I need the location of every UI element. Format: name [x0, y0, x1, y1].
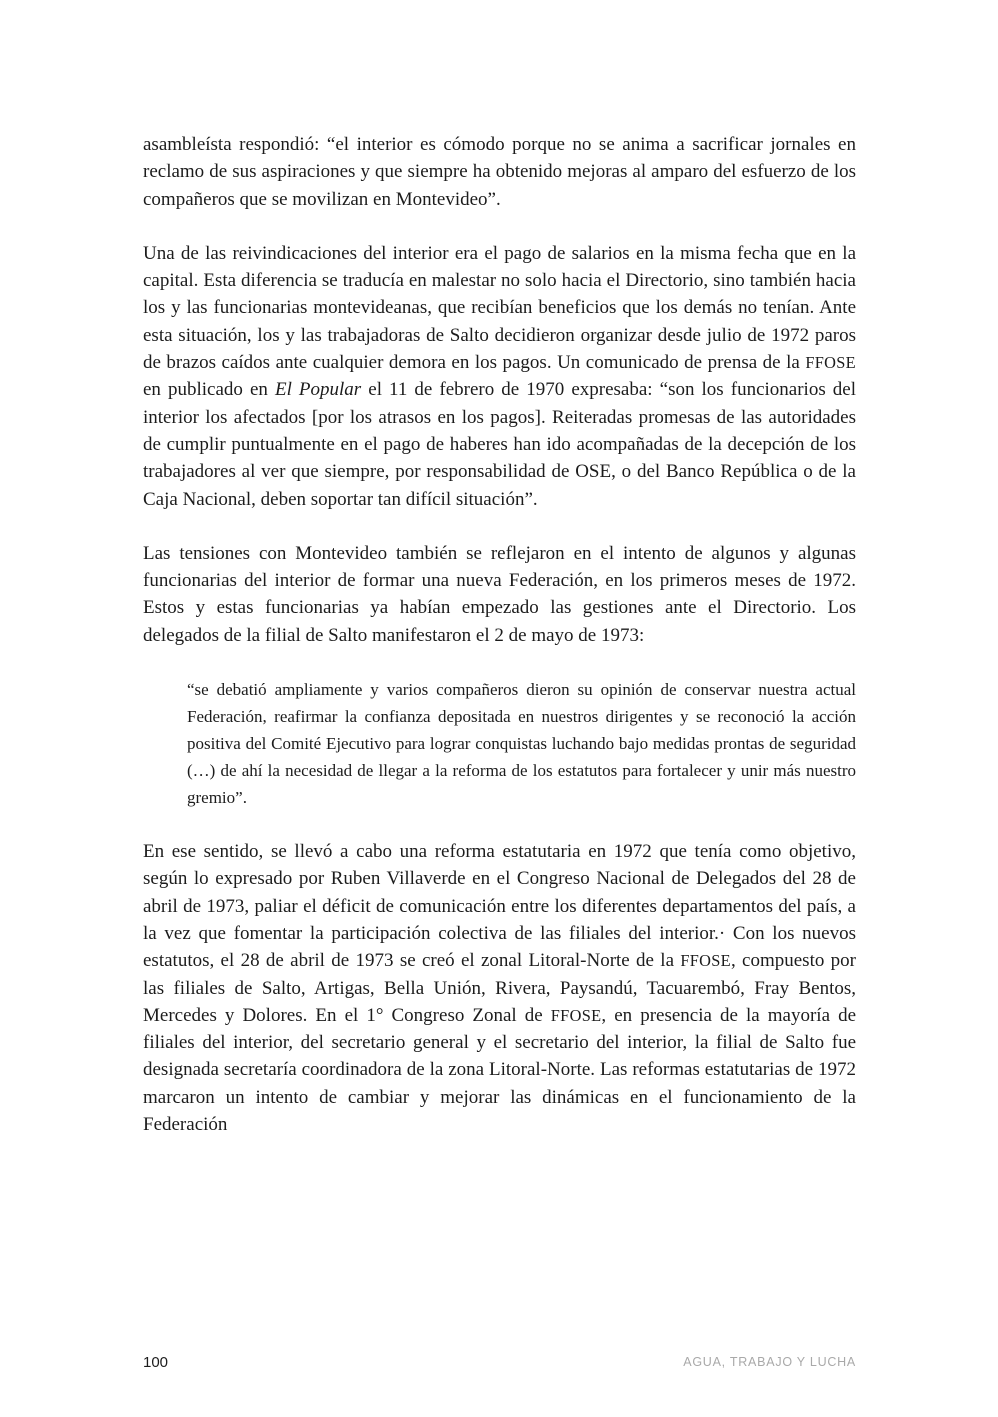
paragraph-4-text-a: En ese sentido, se llevó a cabo una reforma estatutaria en 1972 que tenía como objetivo, según lo expresado por Ruben Villaverde en el Congreso Nacional de Delegados del 28 de abril de 1973, paliar el déficit de comunicación entre los diferentes departamentos del país, a la vez que fomentar la participación colectiva de las filiales del interior.· Con los nuevos estatutos, el 28 de abril de 1973 se creó el zonal Litoral-Norte de la — [143, 841, 856, 972]
paragraph-1 — [143, 131, 856, 213]
ffose-acronym: FFOSE — [805, 353, 856, 373]
paragraph-3-text: Las tensiones con Montevideo también se reflejaron en el intento de algunos y algunas funcionarias del interior de formar una nueva Federación, en los primeros meses de 1972. Estos y estas funcionarias ya habían empezado las gestiones ante el Directorio. Los delegados de la filial de Salto manifestaron el 2 de mayo de 1973: — [143, 542, 856, 646]
ffose-acronym: FFOSE — [680, 951, 731, 971]
paragraph-2-text-b: en publicado en — [143, 379, 275, 401]
newspaper-title: El Popular — [274, 379, 362, 401]
ffose-acronym: FFOSE — [550, 1005, 602, 1025]
paragraph-1-text: asambleísta respondió: “el interior es cómodo porque no se anima a sacrificar jornales en reclamo de sus aspiraciones y que siempre ha obtenido mejoras al amparo del esfuerzo de los compañeros que se movilizan en Montevideo”. — [143, 134, 856, 210]
paragraph-3 — [143, 540, 856, 649]
paragraph-4 — [143, 838, 856, 1138]
block-quote-text: “se debatió ampliamente y varios compañeros dieron su opinión de conservar nuestra actual Federación, reafirmar la confianza depositada en nuestros dirigentes y se reconoció la acción positiva del Comité Ejecutivo para lograr conquistas luchando bajo medidas prontas de seguridad (…) de ahí la necesidad de llegar a la reforma de los estatutos para fortalecer y unir más nuestro gremio”. — [187, 680, 856, 808]
page-body — [143, 131, 856, 1165]
block-quote — [187, 676, 856, 811]
page-footer — [143, 1354, 856, 1376]
paragraph-4-text-b: , compuesto por las filiales de Salto, Artigas, Bella Unión, Rivera, Paysandú, Tacuarembó, Fray Bentos, Mercedes y Dolores. En el 1° Congreso Zonal de — [143, 950, 856, 1026]
paragraph-2 — [143, 240, 856, 513]
page-number: 100 — [143, 1354, 169, 1371]
paragraph-4-text-c: , en presencia de la mayoría de filiales del interior, del secretario general y el secretario del interior, la filial de Salto fue designada secretaría coordinadora de la zona Litoral-Norte. Las reformas estatutarias de 1972 marcaron un intento de cambiar y mejorar las dinámicas en el funcionamiento de la Federación — [143, 1004, 857, 1136]
running-title: AGUA, TRABAJO Y LUCHA — [683, 1355, 856, 1369]
paragraph-2-text-a: Una de las reivindicaciones del interior era el pago de salarios en la misma fecha que en la capital. Esta diferencia se traducía en malestar no solo hacia el Directorio, sino también hacia los y las funcionarias montevideanas, que recibían beneficios que los demás no tenían. Ante esta situación, los y las trabajadoras de Salto decidieron organizar desde julio de 1972 paros de brazos caídos ante cualquier demora en los pagos. Un comunicado de prensa de la — [143, 242, 856, 374]
paragraph-2-text-c: el 11 de febrero de 1970 expresaba: “son los funcionarios del interior los afectados [por los atrasos en los pagos]. Reiteradas promesas de las autoridades de cumplir puntualmente en el pago de haberes han ido acompañadas de la decepción de los trabajadores al ver que siempre, por responsabilidad de OSE, o del Banco República o de la Caja Nacional, deben soportar tan difícil situación”. — [143, 379, 856, 510]
